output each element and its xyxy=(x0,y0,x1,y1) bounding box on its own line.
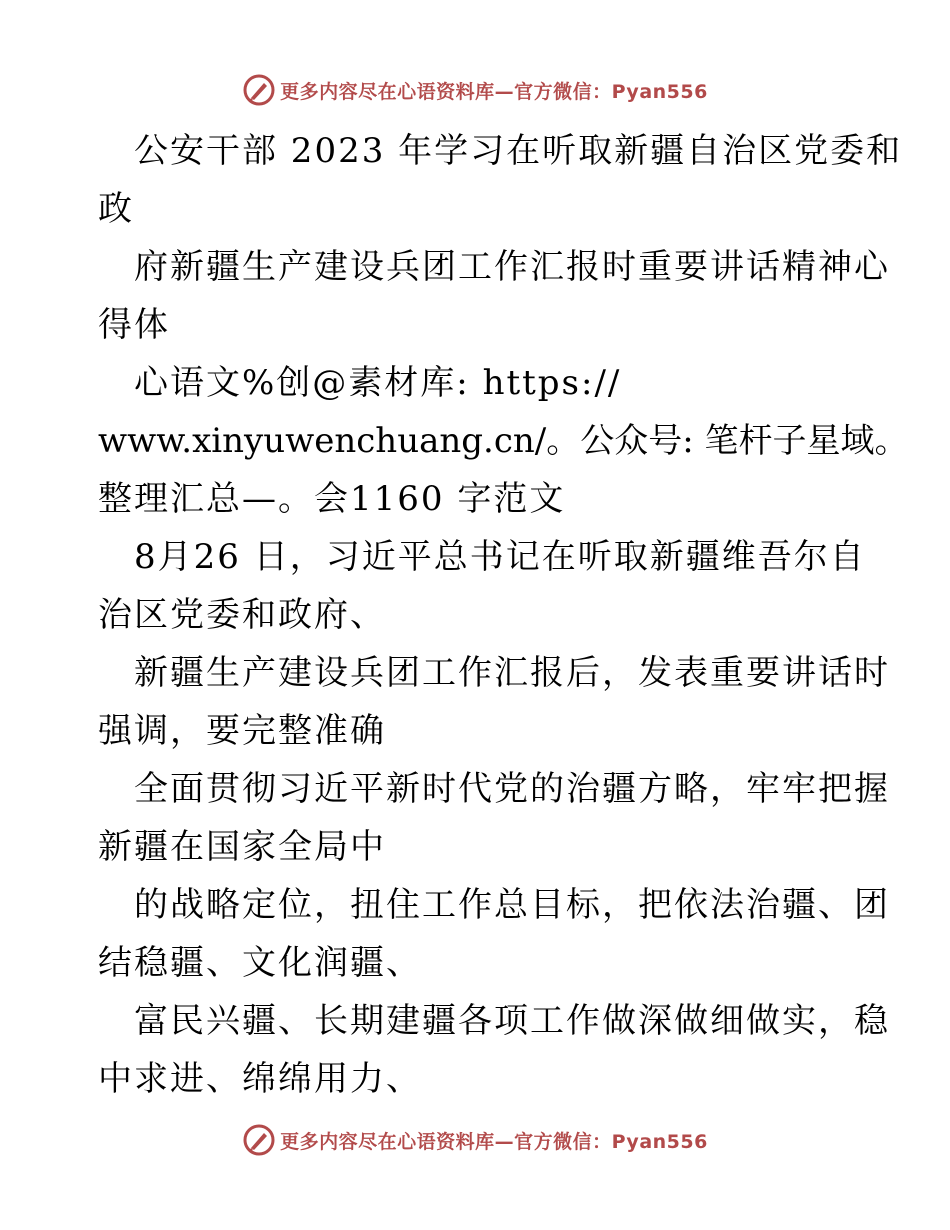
text-line: 全面贯彻习近平新时代党的治疆方略，牢牢把握 xyxy=(134,769,890,809)
text-line: 新疆生产建设兵团工作汇报后，发表重要讲话时 xyxy=(134,653,890,693)
text-line: www.xinyuwenchuang.cn/。公众号: 笔杆子星域。 xyxy=(98,421,909,461)
document-body xyxy=(98,122,909,1108)
pen-logo-icon xyxy=(242,73,276,107)
text-line: 中求进、绵绵用力、 xyxy=(98,1059,422,1099)
text-line: 强调，要完整准确 xyxy=(98,711,386,751)
text-line: 结稳疆、文化润疆、 xyxy=(98,943,422,983)
text-line: 治区党委和政府、 xyxy=(98,595,386,635)
text-line: 的战略定位，扭住工作总目标，把依法治疆、团 xyxy=(134,885,890,925)
footer-banner xyxy=(0,1120,950,1160)
header-banner xyxy=(0,70,950,110)
text-line: 府新疆生产建设兵团工作汇报时重要讲话精神心 xyxy=(134,247,890,287)
text-line: 公安干部 2023 年学习在听取新疆自治区党委和 xyxy=(134,131,903,171)
text-line: 心语文%创@素材库: https:// xyxy=(134,363,622,403)
text-line: 政 xyxy=(98,189,134,229)
text-line: 整理汇总—。会1160 字范文 xyxy=(98,479,566,519)
pen-logo-icon xyxy=(242,1123,276,1157)
header-banner-text: 更多内容尽在心语资料库—官方微信：Pyan556 xyxy=(280,80,708,103)
text-line: 得体 xyxy=(98,305,170,345)
footer-banner-text: 更多内容尽在心语资料库—官方微信：Pyan556 xyxy=(280,1130,708,1153)
text-line: 8月26 日，习近平总书记在听取新疆维吾尔自 xyxy=(134,537,866,577)
text-line: 富民兴疆、长期建疆各项工作做深做细做实，稳 xyxy=(134,1001,890,1041)
text-line: 新疆在国家全局中 xyxy=(98,827,386,867)
